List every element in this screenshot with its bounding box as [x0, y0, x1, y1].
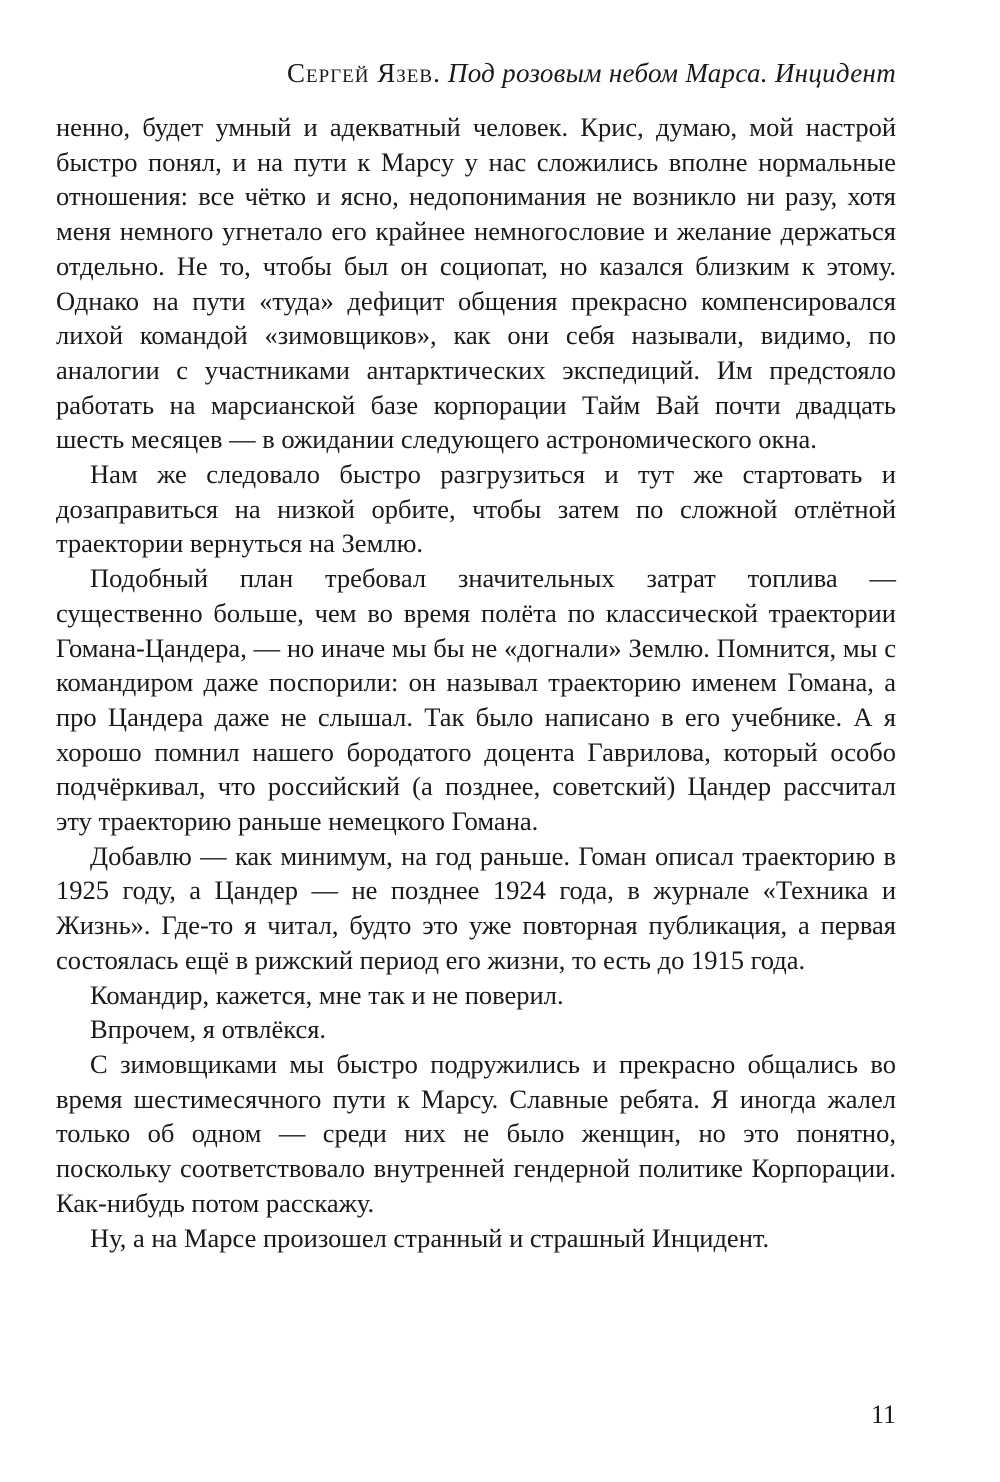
paragraph: Подобный план требовал значительных затрат топлива — существенно больше, чем во время полёта по классической траектории Гомана-Цандера, — но иначе мы бы не «догнали» Землю. Помнится, мы с командиром даже поспорили: он называл траекторию именем Гомана, а про Цандера даже не слышал. Так было написано в его учебнике. А я хорошо помнил нашего бородатого доцента Гаврилова, который особо подчёркивал, что российский (а позднее, советский) Цандер рассчитал эту траекторию раньше немецкого Гомана. — [56, 563, 896, 837]
header-author: Сергей Язев. — [287, 58, 441, 88]
running-header — [287, 58, 896, 89]
body-text — [56, 110, 896, 1255]
paragraph: Впрочем, я отвлёкся. — [90, 1014, 327, 1045]
paragraph: Добавлю — как минимум, на год раньше. Гоман описал траекторию в 1925 году, а Цандер — не позднее 1924 года, в журнале «Техника и Жизнь». Где-то я читал, будто это уже повторная публикация, а первая состоялась ещё в рижский период его жизни, то есть до 1915 года. — [56, 840, 896, 975]
header-title: Под розовым небом Марса. Инцидент — [447, 58, 896, 88]
paragraph: С зимовщиками мы быстро подружились и прекрасно общались во время шестимесячного пути к Марсу. Славные ребята. Я иногда жалел только об одном — среди них не было женщин, но это понятно, поскольку соответствовало внутренней гендерной политике Корпорации. Как-нибудь потом расскажу. — [56, 1048, 896, 1218]
paragraph: Нам же следовало быстро разгрузиться и тут же стартовать и дозаправиться на низкой орбите, чтобы затем по сложной отлётной траектории вернуться на Землю. — [56, 459, 896, 559]
paragraph: Ну, а на Марсе произошел странный и страшный Инцидент. — [90, 1222, 770, 1253]
paragraph: Командир, кажется, мне так и не поверил. — [90, 979, 564, 1010]
page-number: 11 — [870, 1400, 896, 1429]
paragraph: ненно, будет умный и адекватный человек. Крис, думаю, мой настрой быстро понял, и на пути к Марсу у нас сложились вполне нормальные отношения: все чётко и ясно, недопонимания не возникло ни разу, хотя меня немного угнетало его крайнее немногословие и желание держаться отдельно. Не то, чтобы был он социопат, но казался близким к этому. Однако на пути «туда» дефицит общения прекрасно компенсировался лихой командой «зимовщиков», как они себя называли, видимо, по аналогии с участниками антарктических экспедиций. Им предстояло работать на марсианской базе корпорации Тайм Вай почти двадцать шесть месяцев — в ожидании следующего астрономического окна. — [56, 112, 896, 455]
